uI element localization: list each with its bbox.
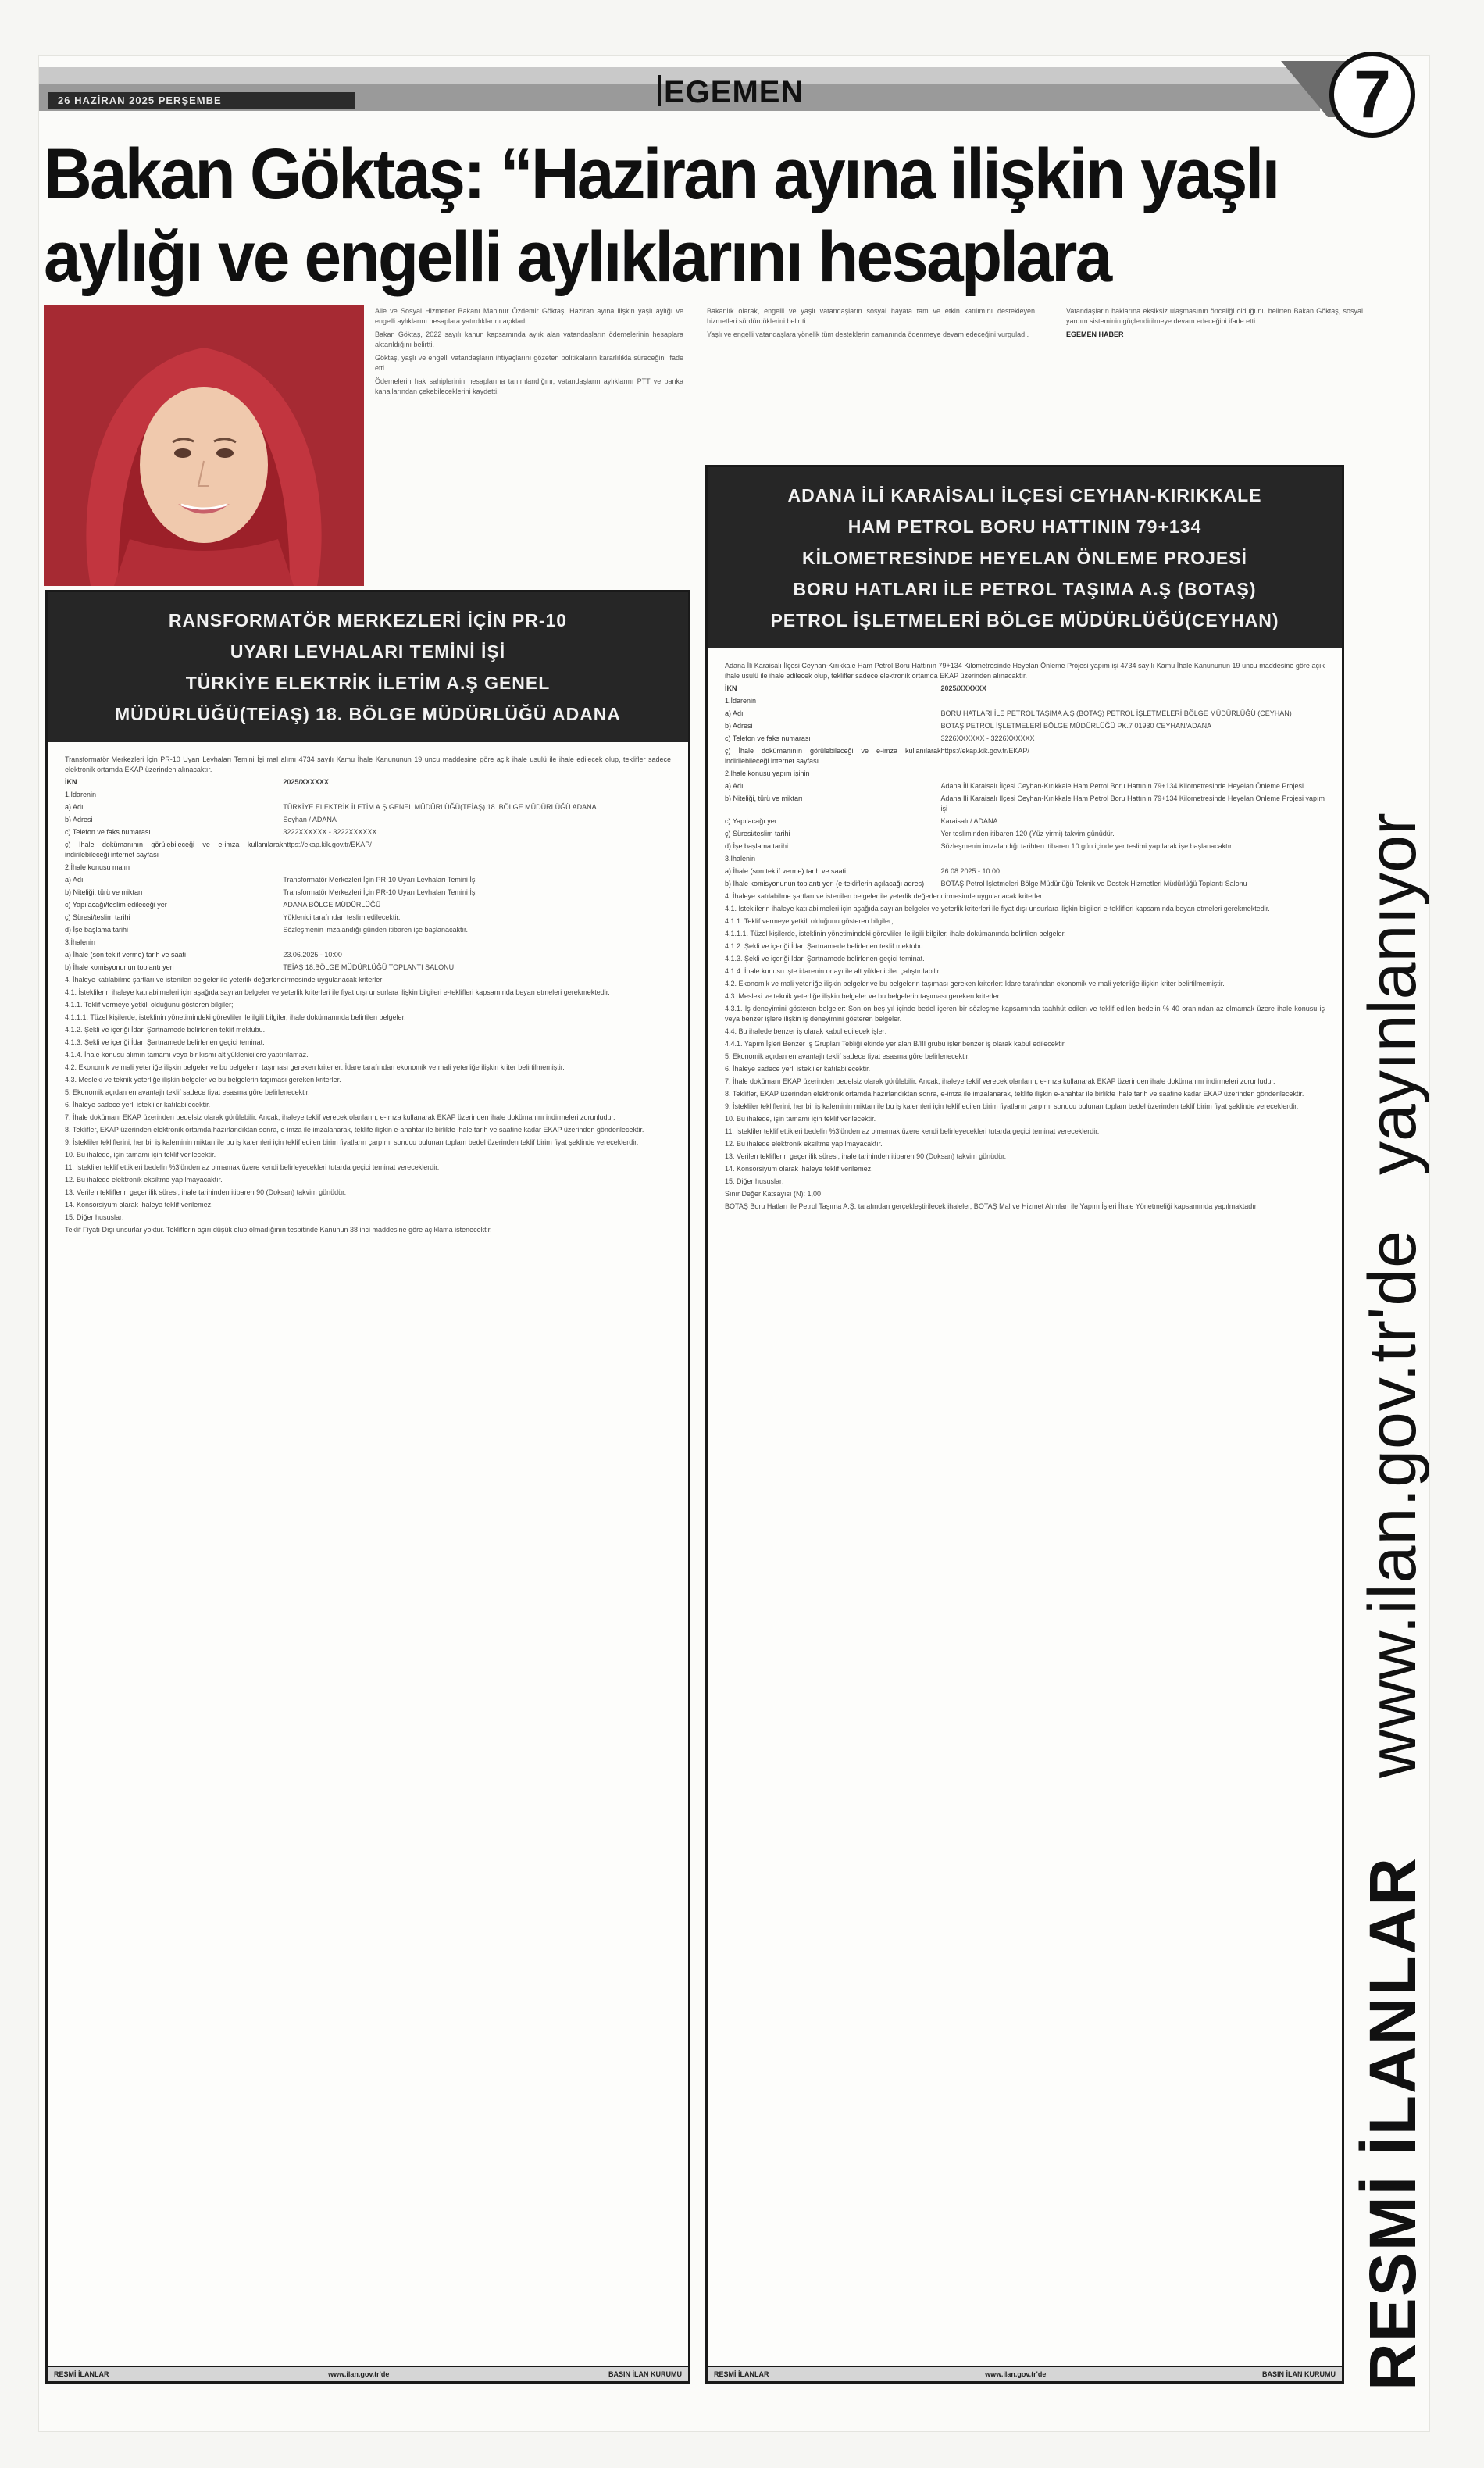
notice-header-line: BORU HATLARI İLE PETROL TAŞIMA A.Ş (BOTAŞ) [793, 579, 1257, 599]
notice-header-line: KİLOMETRESİNDE HEYELAN ÖNLEME PROJESİ [802, 548, 1247, 568]
article-paragraph: Bakanlık olarak, engelli ve yaşlı vatandaşların sosyal hayata tam ve etkin katılımını destekleyen hizmetleri sürdürdüklerini belirtti. [707, 307, 1035, 325]
notice-paragraph: BOTAŞ Boru Hatları ile Petrol Taşıma A.Ş. tarafından gerçekleştirilecek ihaleler, BOTAŞ Mal ve Hizmet Alımları ile Yapım İşleri İhale Yönetmeliği kapsamında yapılmaktadır. [725, 1202, 1258, 1210]
paper-name-text: EGEMEN [664, 75, 804, 109]
ikn-value: 2025/XXXXXX [940, 684, 987, 692]
notice-info-row [725, 866, 1325, 877]
page-number: 7 [1329, 52, 1415, 138]
notice-info-key: 2.İhale konusu malın [65, 863, 130, 871]
ikn-value: 2025/XXXXXX [283, 778, 329, 786]
notice-paragraph: 4.2. Ekonomik ve mali yeterliğe ilişkin belgeler ve bu belgelerin taşıması gereken kriterler: İdare tarafından ekonomik ve mali yeterliğe ilişkin kriter belirtilmemiştir. [725, 980, 1225, 988]
notice-info-value [283, 938, 671, 948]
notice-paragraph: 13. Verilen tekliflerin geçerlilik süresi, ihale tarihinden itibaren 90 (Doksan) takvim günüdür. [65, 1188, 347, 1196]
notice-paragraph: 4.1.2. Şekli ve içeriği İdari Şartnamede belirlenen teklif mektubu. [65, 1026, 266, 1034]
article-column-1 [375, 306, 683, 576]
notice-info-value [940, 769, 1325, 779]
notice-paragraph: 4.1.1. Teklif vermeye yetkili olduğunu gösteren bilgiler; [65, 1001, 234, 1009]
article-paragraph: Vatandaşların haklarına eksiksiz ulaşmasının önceliği olduğunu belirten Bakan Göktaş, sosyal yardım sisteminin güçlendirilmeye devam edeceğini ifade etti. [1066, 307, 1363, 325]
notice-paragraph: 5. Ekonomik açıdan en avantajlı teklif sadece fiyat esasına göre belirlenecektir. [65, 1088, 310, 1096]
notice-paragraph: 12. Bu ihalede elektronik eksiltme yapılmayacaktır. [725, 1140, 883, 1148]
article-signature: EGEMEN HABER [1066, 330, 1124, 338]
notice-info-row [725, 769, 1325, 779]
notice-info-key: b) Niteliği, türü ve miktarı [65, 888, 143, 896]
notice-info-row [65, 888, 671, 898]
notice-paragraph: 7. İhale dokümanı EKAP üzerinden bedelsiz olarak görülebilir. Ancak, ihaleye teklif verecek olanların, e-imza kullanarak EKAP üzerinden ihale dokümanını indirmeleri zorunludur. [65, 1113, 615, 1121]
portrait-illustration [44, 305, 364, 586]
notice-paragraph: 8. Teklifler, EKAP üzerinden elektronik ortamda hazırlandıktan sonra, e-imza ile imzalanarak, teklife ilişkin e-anahtar ile birlikte ihale tarih ve saatine kadar EKAP üzerinden gönderilecektir. [65, 1126, 644, 1134]
notice-header-line: RANSFORMATÖR MERKEZLERİ İÇİN PR-10 [168, 610, 568, 630]
notice-info-row [65, 815, 671, 825]
notice-info-key: a) Adı [725, 709, 744, 717]
notice-info-value: 26.08.2025 - 10:00 [940, 867, 1001, 875]
notice-info-value: Adana İli Karaisalı İlçesi Ceyhan-Kırıkkale Ham Petrol Boru Hattının 79+134 Kilometresinde Heyelan Önleme Projesi yapım işi [940, 795, 1325, 813]
notice-info-value: Transformatör Merkezleri İçin PR-10 Uyarı Levhaları Temini İşi [283, 888, 477, 896]
article-paragraph: Yaşlı ve engelli vatandaşlara yönelik tüm desteklerin zamanında ödenmeye devam edeceğini vurguladı. [707, 330, 1029, 338]
notice-paragraph: 4. İhaleye katılabilme şartları ve istenilen belgeler ile yeterlik değerlendirmesinde uygulanacak kriterler: [725, 892, 1044, 900]
article-column-3 [1066, 306, 1363, 431]
notice-info-key: a) İhale (son teklif verme) tarih ve saati [725, 867, 847, 875]
notice-right-header [708, 467, 1342, 648]
notice-info-key: c) Yapılacağı/teslim edileceği yer [65, 901, 167, 909]
notice-paragraph: 11. İstekliler teklif ettikleri bedelin %3'ünden az olmamak üzere kendi belirleyecekleri tutarda geçici teminat vereceklerdir. [65, 1163, 440, 1171]
notice-paragraph: 4.1.1. Teklif vermeye yetkili olduğunu gösteren bilgiler; [725, 917, 894, 925]
notice-info-value: Sözleşmenin imzalandığı tarihten itibaren 10 gün içinde yer teslimi yapılarak işe başlanacaktır. [940, 842, 1234, 850]
minister-photo [44, 305, 364, 586]
notice-info-row [65, 827, 671, 838]
notice-info-key: b) İhale komisyonunun toplantı yeri (e-tekliflerin açılacağı adres) [725, 880, 925, 888]
notice-info-row [65, 950, 671, 960]
notice-paragraph: 15. Diğer hususlar: [725, 1177, 784, 1185]
notice-paragraph: Sınır Değer Katsayısı (N): 1,00 [725, 1190, 822, 1198]
notice-info-key: c) Telefon ve faks numarası [725, 734, 811, 742]
notice-paragraph: 4.1.1.1. Tüzel kişilerde, isteklinin yönetimindeki görevliler ile ilgili bilgiler, ihale dokümanında belirtilen belgeler. [725, 930, 1066, 938]
headline-line-2: aylığı ve engelli aylıklarını hesaplara [44, 217, 1111, 297]
notice-info-value: Seyhan / ADANA [283, 816, 337, 823]
notice-info-key: b) Adresi [725, 722, 753, 730]
notice-left-footer [48, 2366, 688, 2381]
notice-intro: Adana İli Karaisalı İlçesi Ceyhan-Kırıkkale Ham Petrol Boru Hattının 79+134 Kilometresinde Heyelan Önleme Projesi yapım işi 4734 sayılı Kamu İhale Kanununun 19 uncu maddesine göre açık ihale usulü ile ihale edilecek olup, teklifler sadece elektronik ortamda EKAP üzerinden alınacaktır. [725, 662, 1325, 680]
notice-paragraph: Teklif Fiyatı Dışı unsurlar yoktur. Tekliflerin aşırı düşük olup olmadığının tespitinde Kanunun 38 inci maddesine göre açıklama istenecektir. [65, 1226, 492, 1234]
notice-info-value: Transformatör Merkezleri İçin PR-10 Uyarı Levhaları Temini İşi [283, 876, 477, 884]
notice-info-value: 23.06.2025 - 10:00 [283, 951, 342, 959]
notice-info-row [725, 829, 1325, 839]
notice-info-row [65, 963, 671, 973]
notice-paragraph: 4.2. Ekonomik ve mali yeterliğe ilişkin belgeler ve bu belgelerin taşıması gereken kriterler: İdare tarafından ekonomik ve mali yeterliğe ilişkin kriter belirtilmemiştir. [65, 1063, 565, 1071]
notice-header-line: UYARI LEVHALARI TEMİNİ İŞİ [230, 641, 506, 662]
footer-agency: BASIN İLAN KURUMU [1262, 2370, 1336, 2378]
notice-info-value: 3226XXXXXX - 3226XXXXXX [940, 734, 1035, 742]
ikn-label: İKN [65, 778, 77, 786]
notice-info-key: ç) İhale dokümanının görülebileceği ve e-imza kullanılarak indirilebileceği internet sayfası [65, 841, 284, 859]
notice-left-rows [65, 790, 671, 973]
notice-info-row [725, 721, 1325, 731]
footer-url: www.ilan.gov.tr'de [328, 2370, 390, 2378]
notice-info-key: 1.İdarenin [65, 791, 97, 798]
notice-right-body [708, 648, 1342, 1222]
notice-info-value: https://ekap.kik.gov.tr/EKAP/ [283, 841, 372, 848]
notice-info-value: ADANA BÖLGE MÜDÜRLÜĞÜ [283, 901, 381, 909]
notice-left-paragraphs [65, 975, 671, 1235]
notice-paragraph: 4.1. İsteklilerin ihaleye katılabilmeleri için aşağıda sayılan belgeler ve yeterlik kriterleri ile fiyat dışı unsurlara ilişkin bilgileri e-teklifleri kapsamında beyan etmeleri gerekmektedir. [725, 905, 1270, 913]
headline-line-1: Bakan Göktaş: “Haziran ayına ilişkin yaşlı [44, 134, 1279, 214]
notice-paragraph: 15. Diğer hususlar: [65, 1213, 124, 1221]
notice-info-value: BORU HATLARI İLE PETROL TAŞIMA A.Ş (BOTAŞ) PETROL İŞLETMELERİ BÖLGE MÜDÜRLÜĞÜ (CEYHAN) [940, 709, 1292, 717]
notice-info-row [65, 925, 671, 935]
notice-info-value: Yer tesliminden itibaren 120 (Yüz yirmi) takvim günüdür. [940, 830, 1115, 838]
notice-paragraph: 6. İhaleye sadece yerli istekliler katılabilecektir. [725, 1065, 871, 1073]
notice-info-value [940, 854, 1325, 864]
article-paragraph: Aile ve Sosyal Hizmetler Bakanı Mahinur Özdemir Göktaş, Haziran ayına ilişkin yaşlı aylığı ve engelli aylıklarını hesaplara yatırdıklarını açıkladı. [375, 307, 683, 325]
article-paragraph: Bakan Göktaş, 2022 sayılı kanun kapsamında aylık alan vatandaşların ödemelerinin hesaplara aktarıldığını belirtti. [375, 330, 683, 348]
notice-paragraph: 4.1.2. Şekli ve içeriği İdari Şartnamede belirlenen teklif mektubu. [725, 942, 926, 950]
notice-paragraph: 14. Konsorsiyum olarak ihaleye teklif verilemez. [65, 1201, 213, 1209]
notice-info-row [65, 802, 671, 813]
issue-date: 26 HAZİRAN 2025 PERŞEMBE [48, 92, 355, 109]
notice-info-key: a) Adı [65, 803, 84, 811]
side-banner [1354, 484, 1430, 2391]
notice-paragraph: 9. İstekliler tekliflerini, her bir iş kaleminin miktarı ile bu iş kalemleri için teklif edilen birim fiyatların çarpımı sonucu bulunan toplam bedel üzerinden teklif birim fiyat şeklinde vereceklerdir. [725, 1102, 1299, 1110]
notice-info-value: BOTAŞ PETROL İŞLETMELERİ BÖLGE MÜDÜRLÜĞÜ PK.7 01930 CEYHAN/ADANA [940, 722, 1212, 730]
footer-label: RESMİ İLANLAR [714, 2370, 769, 2378]
notice-info-value: 3222XXXXXX - 3222XXXXXX [283, 828, 377, 836]
notice-right-rows [725, 696, 1325, 889]
notice-info-key: ç) Süresi/teslim tarihi [725, 830, 790, 838]
notice-left-header [48, 592, 688, 742]
notice-info-key: 3.İhalenin [65, 938, 96, 946]
notice-intro: Transformatör Merkezleri İçin PR-10 Uyarı Levhaları Temini İşi mal alımı 4734 sayılı Kamu İhale Kanununun 19 uncu maddesine göre açık ihale usulü ile ihale edilecek olup, teklifler sadece elektronik ortamda EKAP üzerinden alınacaktır. [65, 755, 671, 773]
notice-paragraph: 5. Ekonomik açıdan en avantajlı teklif sadece fiyat esasına göre belirlenecektir. [725, 1052, 970, 1060]
notice-info-key: 3.İhalenin [725, 855, 756, 863]
notice-info-row [65, 790, 671, 800]
ikn-row [65, 777, 671, 788]
notice-info-row [725, 879, 1325, 889]
notice-info-key: d) İşe başlama tarihi [65, 926, 129, 934]
notice-info-value [283, 790, 671, 800]
notice-info-key: 1.İdarenin [725, 697, 757, 705]
notice-info-row [65, 913, 671, 923]
notice-right-paragraphs [725, 891, 1325, 1212]
notice-info-value: BOTAŞ Petrol İşletmeleri Bölge Müdürlüğü Teknik ve Destek Hizmetleri Müdürlüğü Toplantı Salonu [940, 880, 1247, 888]
ikn-row [725, 684, 1325, 694]
notice-header-line: ADANA İLİ KARAİSALI İLÇESİ CEYHAN-KIRIKKALE [787, 485, 1262, 505]
notice-left-body [48, 742, 688, 1245]
notice-paragraph: 6. İhaleye sadece yerli istekliler katılabilecektir. [65, 1101, 211, 1109]
paper-name [658, 75, 804, 110]
notice-header-line: TÜRKİYE ELEKTRİK İLETİM A.Ş GENEL [185, 673, 551, 693]
notice-paragraph: 4.4. Bu ihalede benzer iş olarak kabul edilecek işler: [725, 1027, 887, 1035]
notice-paragraph: 4.1.4. İhale konusu işte idarenin onayı ile alt yükleniciler çalıştırılabilir. [725, 967, 941, 975]
notice-info-value: TÜRKİYE ELEKTRİK İLETİM A.Ş GENEL MÜDÜRLÜĞÜ(TEİAŞ) 18. BÖLGE MÜDÜRLÜĞÜ ADANA [283, 803, 597, 811]
notice-paragraph: 4. İhaleye katılabilme şartları ve istenilen belgeler ile yeterlik değerlendirmesinde uygulanacak kriterler: [65, 976, 384, 984]
notice-paragraph: 4.1.1.1. Tüzel kişilerde, isteklinin yönetimindeki görevliler ile ilgili bilgiler, ihale dokümanında belirtilen belgeler. [65, 1013, 406, 1021]
notice-right-footer [708, 2366, 1342, 2381]
notice-info-value [283, 863, 671, 873]
side-banner-published: yayınlanıyor [1354, 813, 1430, 1175]
notice-info-key: c) Telefon ve faks numarası [65, 828, 151, 836]
notice-right [705, 465, 1344, 2384]
notice-info-row [725, 746, 1325, 766]
notice-info-row [65, 875, 671, 885]
notice-info-key: c) Yapılacağı yer [725, 817, 777, 825]
notice-paragraph: 4.1. İsteklilerin ihaleye katılabilmeleri için aşağıda sayılan belgeler ve yeterlik kriterleri ile fiyat dışı unsurlara ilişkin bilgileri e-teklifleri kapsamında beyan etmeleri gerekmektedir. [65, 988, 610, 996]
footer-label: RESMİ İLANLAR [54, 2370, 109, 2378]
notice-info-key: d) İşe başlama tarihi [725, 842, 789, 850]
notice-info-key: ç) Süresi/teslim tarihi [65, 913, 130, 921]
paper-name-bar [658, 75, 661, 106]
notice-info-key: a) İhale (son teklif verme) tarih ve saati [65, 951, 187, 959]
notice-paragraph: 8. Teklifler, EKAP üzerinden elektronik ortamda hazırlandıktan sonra, e-imza ile imzalanarak, teklife ilişkin e-anahtar ile birlikte ihale tarih ve saatine kadar EKAP üzerinden gönderilecektir. [725, 1090, 1304, 1098]
notice-info-value: Yüklenici tarafından teslim edilecektir. [283, 913, 401, 921]
notice-info-key: b) Niteliği, türü ve miktarı [725, 795, 803, 802]
notice-paragraph: 4.3. Mesleki ve teknik yeterliğe ilişkin belgeler ve bu belgelerin taşıması gereken kriterler. [725, 992, 1001, 1000]
article-paragraph: Göktaş, yaşlı ve engelli vatandaşların ihtiyaçlarını gözeten politikaların kararlılıkla süreceğini ifade etti. [375, 354, 683, 372]
footer-agency: BASIN İLAN KURUMU [608, 2370, 682, 2378]
notice-info-row [65, 840, 671, 860]
notice-info-key: b) İhale komisyonunun toplantı yeri [65, 963, 174, 971]
notice-paragraph: 4.3. Mesleki ve teknik yeterliğe ilişkin belgeler ve bu belgelerin taşıması gereken kriterler. [65, 1076, 341, 1084]
notice-paragraph: 4.1.4. İhale konusu alımın tamamı veya bir kısmı alt yüklenicilere yaptırılamaz. [65, 1051, 309, 1059]
notice-info-key: a) Adı [65, 876, 84, 884]
notice-info-key: a) Adı [725, 782, 744, 790]
notice-info-row [725, 794, 1325, 814]
notice-paragraph: 4.4.1. Yapım İşleri Benzer İş Grupları Tebliği ekinde yer alan B/III grubu işler benzer iş olarak kabul edilecektir. [725, 1040, 1066, 1048]
notice-info-row [725, 816, 1325, 827]
notice-header-line: MÜDÜRLÜĞÜ(TEİAŞ) 18. BÖLGE MÜDÜRLÜĞÜ ADANA [114, 704, 622, 724]
notice-info-row [65, 938, 671, 948]
notice-info-value: Karaisalı / ADANA [940, 817, 998, 825]
side-banner-text [1354, 484, 1430, 2391]
notice-info-value: https://ekap.kik.gov.tr/EKAP/ [940, 747, 1029, 755]
page-number-badge [1281, 45, 1414, 139]
notice-info-value: TEİAŞ 18.BÖLGE MÜDÜRLÜĞÜ TOPLANTI SALONU [283, 963, 455, 971]
notice-paragraph: 10. Bu ihalede, işin tamamı için teklif verilecektir. [725, 1115, 876, 1123]
notice-info-value: Sözleşmenin imzalandığı günden itibaren işe başlanacaktır. [283, 926, 469, 934]
notice-info-value [940, 696, 1325, 706]
notice-left [45, 590, 690, 2384]
notice-paragraph: 14. Konsorsiyum olarak ihaleye teklif verilemez. [725, 1165, 873, 1173]
notice-paragraph: 7. İhale dokümanı EKAP üzerinden bedelsiz olarak görülebilir. Ancak, ihaleye teklif verecek olanların, e-imza kullanarak EKAP üzerinden ihale dokümanını indirmeleri zorunludur. [725, 1077, 1275, 1085]
notice-paragraph: 4.3.1. İş deneyimini gösteren belgeler: Son on beş yıl içinde bedel içeren bir sözleşme kapsamında taahhüt edilen ve teklif edilen bedelin % 40 oranından az olmamak üzere ihale konusu iş veya benzer işlere ilişkin iş deneyimini gösteren belgeler. [725, 1005, 1325, 1023]
footer-url: www.ilan.gov.tr'de [985, 2370, 1047, 2378]
notice-paragraph: 9. İstekliler tekliflerini, her bir iş kaleminin miktarı ile bu iş kalemleri için teklif edilen birim fiyatların çarpımı sonucu bulunan toplam bedel üzerinden teklif birim fiyat şeklinde vereceklerdir. [65, 1138, 639, 1146]
side-banner-resmi: RESMİ İLANLAR [1355, 1856, 1429, 2391]
notice-paragraph: 11. İstekliler teklif ettikleri bedelin %3'ünden az olmamak üzere kendi belirleyecekleri tutarda geçici teminat vereceklerdir. [725, 1127, 1100, 1135]
notice-info-row [725, 781, 1325, 791]
notice-info-row [725, 841, 1325, 852]
article-paragraph: Ödemelerin hak sahiplerinin hesaplarına tanımlandığını, vatandaşların aylıklarını PTT ve banka kanallarından çekebileceklerini kaydetti. [375, 377, 683, 395]
notice-paragraph: 4.1.3. Şekli ve içeriği İdari Şartnamede belirlenen geçici teminat. [725, 955, 925, 963]
notice-info-row [725, 696, 1325, 706]
article-column-2 [707, 306, 1035, 431]
notice-info-key: 2.İhale konusu yapım işinin [725, 770, 810, 777]
notice-paragraph: 12. Bu ihalede elektronik eksiltme yapılmayacaktır. [65, 1176, 223, 1184]
notice-header-line: HAM PETROL BORU HATTININ 79+134 [847, 516, 1202, 537]
notice-paragraph: 13. Verilen tekliflerin geçerlilik süresi, ihale tarihinden itibaren 90 (Doksan) takvim günüdür. [725, 1152, 1007, 1160]
ikn-label: İKN [725, 684, 737, 692]
notice-info-row [725, 709, 1325, 719]
notice-info-key: b) Adresi [65, 816, 93, 823]
notice-info-value: Adana İli Karaisalı İlçesi Ceyhan-Kırıkkale Ham Petrol Boru Hattının 79+134 Kilometresinde Heyelan Önleme Projesi [940, 782, 1304, 790]
notice-info-key: ç) İhale dokümanının görülebileceği ve e-imza kullanılarak indirilebileceği internet sayfası [725, 747, 941, 765]
side-banner-url: www.ilan.gov.tr'de [1354, 1230, 1430, 1779]
notice-info-row [725, 734, 1325, 744]
notice-info-row [725, 854, 1325, 864]
notice-paragraph: 4.1.3. Şekli ve içeriği İdari Şartnamede belirlenen geçici teminat. [65, 1038, 265, 1046]
notice-paragraph: 10. Bu ihalede, işin tamamı için teklif verilecektir. [65, 1151, 216, 1159]
notice-info-row [65, 863, 671, 873]
notice-info-row [65, 900, 671, 910]
notice-header-line: PETROL İŞLETMELERİ BÖLGE MÜDÜRLÜĞÜ(CEYHAN) [770, 610, 1279, 630]
